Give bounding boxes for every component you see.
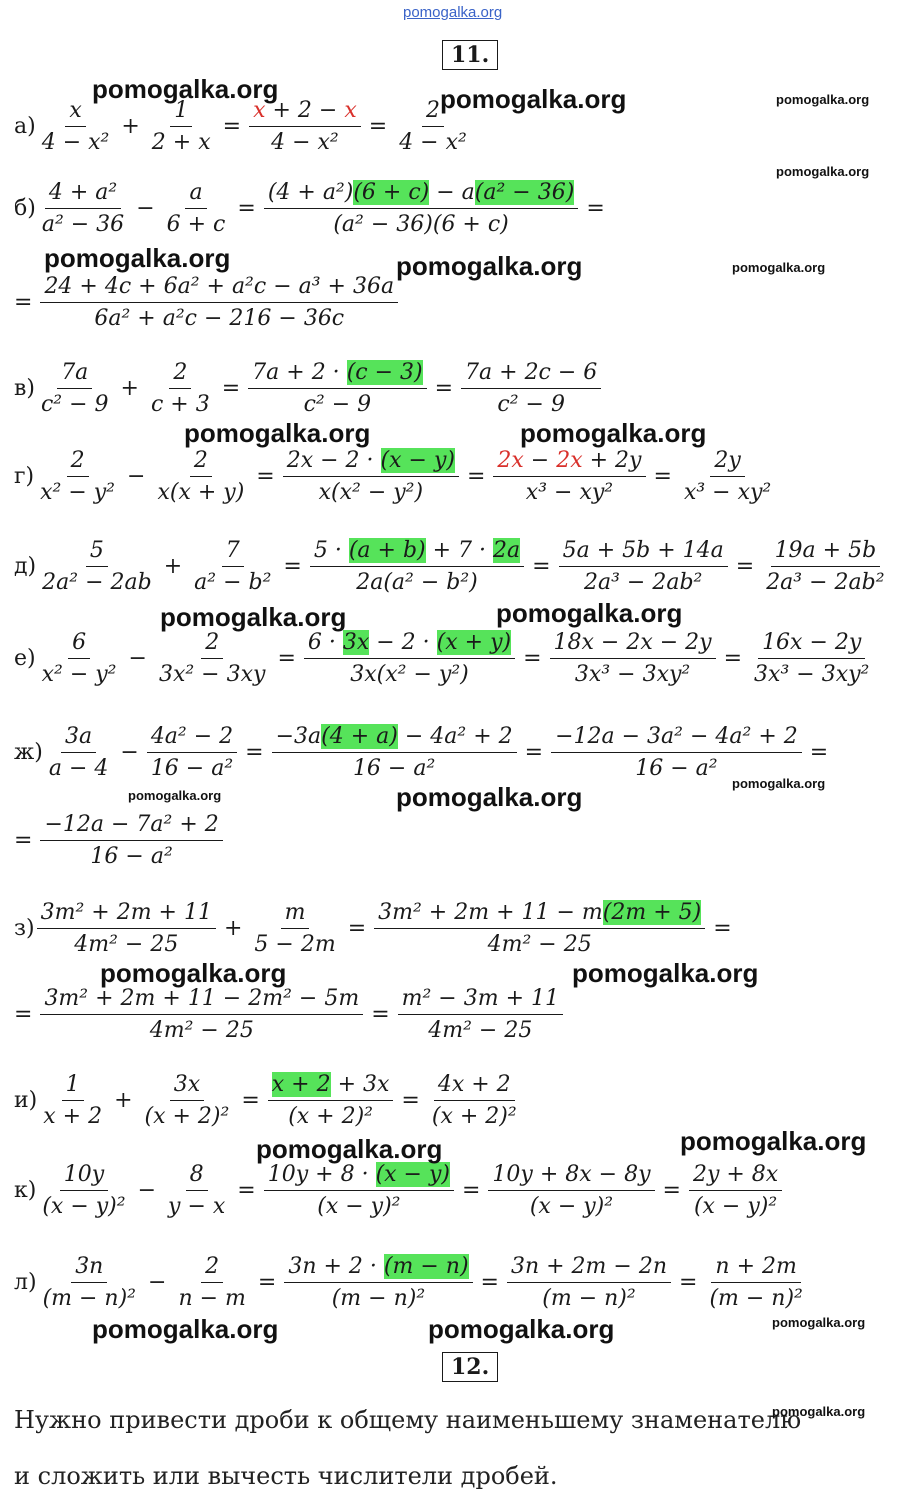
watermark: pomogalka.org — [396, 251, 583, 281]
fraction: $\frac{m}{5 - 2m}$ — [254, 900, 336, 958]
watermark: pomogalka.org — [92, 1314, 279, 1344]
fraction: $\frac{2x - 2x + 2y}{\text{x³ − xy²}}$ — [493, 448, 645, 506]
section-number-box: 12. — [442, 1352, 498, 1382]
equation-g: г) $\frac{2}{\text{x² − y²}}$ − $\frac{2}{x(x + y)}$ = $\frac{2x - 2 \cdot (x - y)}{\text{x(x² − y²)}}$ = $\frac{2x - 2x + 2y}{\text{x³ − xy²}}$ = $\frac{2y}{\text{x³ − xy²}}$ — [14, 448, 777, 506]
item-label: б) — [14, 196, 36, 222]
fraction: $\frac{3a}{a - 4}$ — [48, 724, 109, 782]
highlight: x + 2 — [271, 1072, 331, 1097]
fraction: $\frac{2y + 8x}{\text{(x − y)²}}$ — [689, 1162, 782, 1220]
equation-e: е) $\frac{6}{\text{x² − y²}}$ − $\frac{2}{\text{3x² − 3xy}}$ = $\frac{6 \cdot 3x - 2 \cdot (x + y)}{\text{3x(x² − y²)}}$ = $\frac{18x - 2x - 2y}{\text{3x³ − 3xy²}}$ = $\frac{16x - 2y}{\text{3x³ − 3xy²}}$ — [14, 630, 875, 688]
highlight: (6 + c) — [353, 180, 430, 205]
fraction: $\frac{4x + 2}{\text{(x + 2)²}}$ — [431, 1072, 517, 1130]
watermark: pomogalka.org — [92, 74, 279, 104]
site-link[interactable]: pomogalka.org — [403, 4, 503, 21]
item-label: к) — [14, 1178, 37, 1204]
watermark-small: pomogalka.org — [776, 92, 870, 107]
fraction: $\frac{n + 2m}{\text{(m − n)²}}$ — [709, 1254, 803, 1312]
equation-b-cont: = $\frac{\text{24 + 4c + 6a² + a²c − a³ + 36a}}{\text{6a² + a²c − 216 − 36c}}$ — [14, 274, 400, 332]
watermark-small: pomogalka.org — [732, 776, 826, 791]
fraction: $\frac{3n + 2 \cdot (m - n)}{\text{(m − n)²}}$ — [284, 1254, 472, 1312]
fraction: $\frac{3n + 2m - 2n}{\text{(m − n)²}}$ — [507, 1254, 671, 1312]
fraction: $\frac{\text{(4 + a²)(6 + c) − a(a² − 36)}}{\text{(a² − 36)(6 + c)}}$ — [264, 180, 579, 238]
item-label: г) — [14, 464, 35, 490]
equation-l: л) $\frac{3n}{\text{(m − n)²}}$ − $\frac{2}{n - m}$ = $\frac{3n + 2 \cdot (m - n)}{\text{(m − n)²}}$ = $\frac{3n + 2m - 2n}{\text{(m − n)²}}$ = $\frac{n + 2m}{\text{(m − n)²}}$ — [14, 1254, 809, 1312]
fraction: $\frac{\text{3m² + 2m + 11 − 2m² − 5m}}{\text{4m² − 25}}$ — [40, 986, 363, 1044]
highlight: (x − y) — [375, 1162, 450, 1187]
highlight: (2m + 5) — [602, 900, 702, 925]
watermark: pomogalka.org — [256, 1134, 443, 1164]
fraction: $\frac{2}{\text{3x² − 3xy}}$ — [158, 630, 266, 688]
equation-d: д) $\frac{5}{\text{2a² − 2ab}}$ + $\frac{7}{\text{a² − b²}}$ = $\frac{5 \cdot (a + b) + 7 \cdot 2a}{\text{2a(a² − b²)}}$ = $\frac{5a + 5b + 14a}{\text{2a³ − 2ab²}}$ = $\frac{19a + 5b}{\text{2a³ − 2ab²}}$ — [14, 538, 891, 596]
fraction: $\frac{2}{n - m}$ — [178, 1254, 246, 1312]
fraction: $\frac{\text{−3a(4 + a) − 4a² + 2}}{\text{16 − a²}}$ — [272, 724, 517, 782]
item-label: в) — [14, 376, 35, 402]
watermark: pomogalka.org — [496, 598, 683, 628]
item-label: а) — [14, 114, 36, 140]
section-11-heading — [442, 40, 498, 70]
watermark: pomogalka.org — [428, 1314, 615, 1344]
fraction: $\frac{2y}{\text{x³ − xy²}}$ — [683, 448, 772, 506]
fraction: $\frac{\text{m² − 3m + 11}}{\text{4m² − 25}}$ — [398, 986, 563, 1044]
fraction: $\frac{\text{−12a − 3a² − 4a² + 2}}{\text{16 − a²}}$ — [551, 724, 802, 782]
fraction: $\frac{5 \cdot (a + b) + 7 \cdot 2a}{\text{2a(a² − b²)}}$ — [310, 538, 524, 596]
fraction: $\frac{10y + 8 \cdot (x - y)}{\text{(x − y)²}}$ — [264, 1162, 454, 1220]
equation-zh: ж) $\frac{3a}{a - 4}$ − $\frac{\text{4a² − 2}}{\text{16 − a²}}$ = $\frac{\text{−3a(4 + a) − 4a² + 2}}{\text{16 − a²}}$ = $\frac{\text{−12a − 3a² − 4a² + 2}}{\text{16 − a²}}$ = — [14, 724, 829, 782]
equation-i: и) $\frac{1}{x + 2}$ + $\frac{3x}{\text{(x + 2)²}}$ = $\frac{x + 2 + 3x}{\text{(x + 2)²}}$ = $\frac{4x + 2}{\text{(x + 2)²}}$ — [14, 1072, 523, 1130]
watermark: pomogalka.org — [396, 782, 583, 812]
highlight: (a² − 36) — [474, 180, 575, 205]
fraction: $\frac{2x - 2 \cdot (x - y)}{\text{x(x² − y²)}}$ — [283, 448, 459, 506]
fraction: $\frac{2}{x(x + y)}$ — [157, 448, 245, 506]
fraction: $\frac{2}{c + 3}$ — [150, 360, 210, 418]
fraction: $\frac{5}{\text{2a² − 2ab}}$ — [42, 538, 152, 596]
fraction: $\frac{1}{x + 2}$ — [43, 1072, 103, 1130]
paragraph-line-2: и сложить или вычесть числители дробей. — [14, 1462, 558, 1490]
fraction: $\frac{7a + 2 \cdot (c - 3)}{\text{c² − 9}}$ — [248, 360, 426, 418]
item-label: е) — [14, 646, 36, 672]
watermark: pomogalka.org — [44, 243, 231, 273]
highlight: (m − n) — [383, 1254, 469, 1279]
fraction: $\frac{7a}{\text{c² − 9}}$ — [40, 360, 109, 418]
fraction: $\frac{16x - 2y}{\text{3x³ − 3xy²}}$ — [754, 630, 870, 688]
fraction: $\frac{5a + 5b + 14a}{\text{2a³ − 2ab²}}$ — [559, 538, 728, 596]
watermark-small: pomogalka.org — [772, 1315, 866, 1330]
fraction: $\frac{3n}{\text{(m − n)²}}$ — [42, 1254, 136, 1312]
watermark: pomogalka.org — [440, 84, 627, 114]
highlight: (a + b) — [348, 538, 426, 563]
item-label: л) — [14, 1270, 37, 1296]
item-label: и) — [14, 1088, 38, 1114]
highlight: (x + y) — [436, 630, 512, 655]
fraction: $\frac{\text{−12a − 7a² + 2}}{\text{16 − a²}}$ — [40, 812, 222, 870]
equation-b: б) $\frac{\text{4 + a²}}{\text{a² − 36}}$ − $\frac{a}{6 + c}$ = $\frac{\text{(4 + a²)(6 + c) − a(a² − 36)}}{\text{(a² − 36)(6 + c)}}$ = — [14, 180, 605, 238]
watermark-small: pomogalka.org — [776, 164, 870, 179]
fraction: $\frac{10y + 8x - 8y}{\text{(x − y)²}}$ — [488, 1162, 654, 1220]
watermark: pomogalka.org — [184, 418, 371, 448]
watermark: pomogalka.org — [160, 602, 347, 632]
watermark-small: pomogalka.org — [772, 1404, 866, 1419]
fraction: $\frac{\text{24 + 4c + 6a² + a²c − a³ + 36a}}{\text{6a² + a²c − 216 − 36c}}$ — [40, 274, 398, 332]
fraction: $\frac{a}{6 + c}$ — [166, 180, 226, 238]
item-label: з) — [14, 916, 35, 942]
fraction: $\frac{7a + 2c - 6}{\text{c² − 9}}$ — [461, 360, 601, 418]
fraction: $\frac{x + 2 + 3x}{\text{(x + 2)²}}$ — [268, 1072, 394, 1130]
fraction: $\frac{2}{\text{x² − y²}}$ — [40, 448, 116, 506]
equation-zh-cont: = $\frac{\text{−12a − 7a² + 2}}{\text{16 − a²}}$ — [14, 812, 225, 870]
fraction: $\frac{6 \cdot 3x - 2 \cdot (x + y)}{\text{3x(x² − y²)}}$ — [304, 630, 515, 688]
fraction: $\frac{3x}{\text{(x + 2)²}}$ — [144, 1072, 230, 1130]
fraction: $\frac{x}{\text{4 − x²}}$ — [41, 98, 110, 156]
section-12-heading — [442, 1352, 498, 1382]
fraction: $\frac{\text{4a² − 2}}{\text{16 − a²}}$ — [147, 724, 237, 782]
equation-z: з) $\frac{\text{3m² + 2m + 11}}{\text{4m² − 25}}$ + $\frac{m}{5 - 2m}$ = $\frac{\text{3m² + 2m + 11 − m(2m + 5)}}{\text{4m² − 25}}$ = — [14, 900, 732, 958]
watermark: pomogalka.org — [100, 958, 287, 988]
highlight: (4 + a) — [321, 724, 398, 749]
fraction: $\frac{\text{3m² + 2m + 11}}{\text{4m² − 25}}$ — [37, 900, 216, 958]
watermark: pomogalka.org — [520, 418, 707, 448]
section-number-box: 11. — [442, 40, 498, 70]
fraction: $\frac{2}{\text{4 − x²}}$ — [399, 98, 467, 156]
highlight: (c − 3) — [346, 360, 423, 385]
fraction: $\frac{1}{2 + x}$ — [151, 98, 211, 156]
highlight: (x − y) — [380, 448, 455, 473]
item-label: ж) — [14, 740, 43, 766]
equation-k: к) $\frac{10y}{\text{(x − y)²}}$ − $\frac{8}{y - x}$ = $\frac{10y + 8 \cdot (x - y)}{\text{(x − y)²}}$ = $\frac{10y + 8x - 8y}{\text{(x − y)²}}$ = $\frac{2y + 8x}{\text{(x − y)²}}$ — [14, 1162, 784, 1220]
highlight: 3x — [342, 630, 370, 655]
fraction: $\frac{8}{y - x}$ — [168, 1162, 226, 1220]
fraction: $\frac{\text{3m² + 2m + 11 − m(2m + 5)}}{\text{4m² − 25}}$ — [374, 900, 705, 958]
highlight: 2a — [493, 538, 521, 563]
watermark: pomogalka.org — [680, 1126, 867, 1156]
equation-v: в) $\frac{7a}{\text{c² − 9}}$ + $\frac{2}{c + 3}$ = $\frac{7a + 2 \cdot (c - 3)}{\text{c² − 9}}$ = $\frac{7a + 2c - 6}{\text{c² − 9}}$ — [14, 360, 603, 418]
fraction: $\frac{19a + 5b}{\text{2a³ − 2ab²}}$ — [766, 538, 885, 596]
watermark: pomogalka.org — [572, 958, 759, 988]
watermark-small: pomogalka.org — [128, 788, 222, 803]
equation-z-cont: = $\frac{\text{3m² + 2m + 11 − 2m² − 5m}}{\text{4m² − 25}}$ = $\frac{\text{m² − 3m + 11}}{\text{4m² − 25}}$ — [14, 986, 565, 1044]
fraction: $\frac{18x - 2x - 2y}{\text{3x³ − 3xy²}}$ — [550, 630, 716, 688]
item-label: д) — [14, 554, 37, 580]
fraction: $\frac{7}{\text{a² − b²}}$ — [194, 538, 272, 596]
fraction: $\frac{10y}{\text{(x − y)²}}$ — [42, 1162, 126, 1220]
fraction: $\frac{\text{4 + a²}}{\text{a² − 36}}$ — [41, 180, 125, 238]
equation-a: а) $\frac{x}{\text{4 − x²}}$ + $\frac{1}{2 + x}$ = $\frac{x + 2 - x}{\text{4 − x²}}$ = $\frac{2}{\text{4 − x²}}$ — [14, 98, 473, 156]
fraction: $\frac{x + 2 - x}{\text{4 − x²}}$ — [249, 98, 361, 156]
fraction: $\frac{6}{\text{x² − y²}}$ — [41, 630, 117, 688]
watermark-small: pomogalka.org — [732, 260, 826, 275]
paragraph-line-1: Нужно привести дроби к общему наименьшему знаменателю — [14, 1406, 802, 1434]
